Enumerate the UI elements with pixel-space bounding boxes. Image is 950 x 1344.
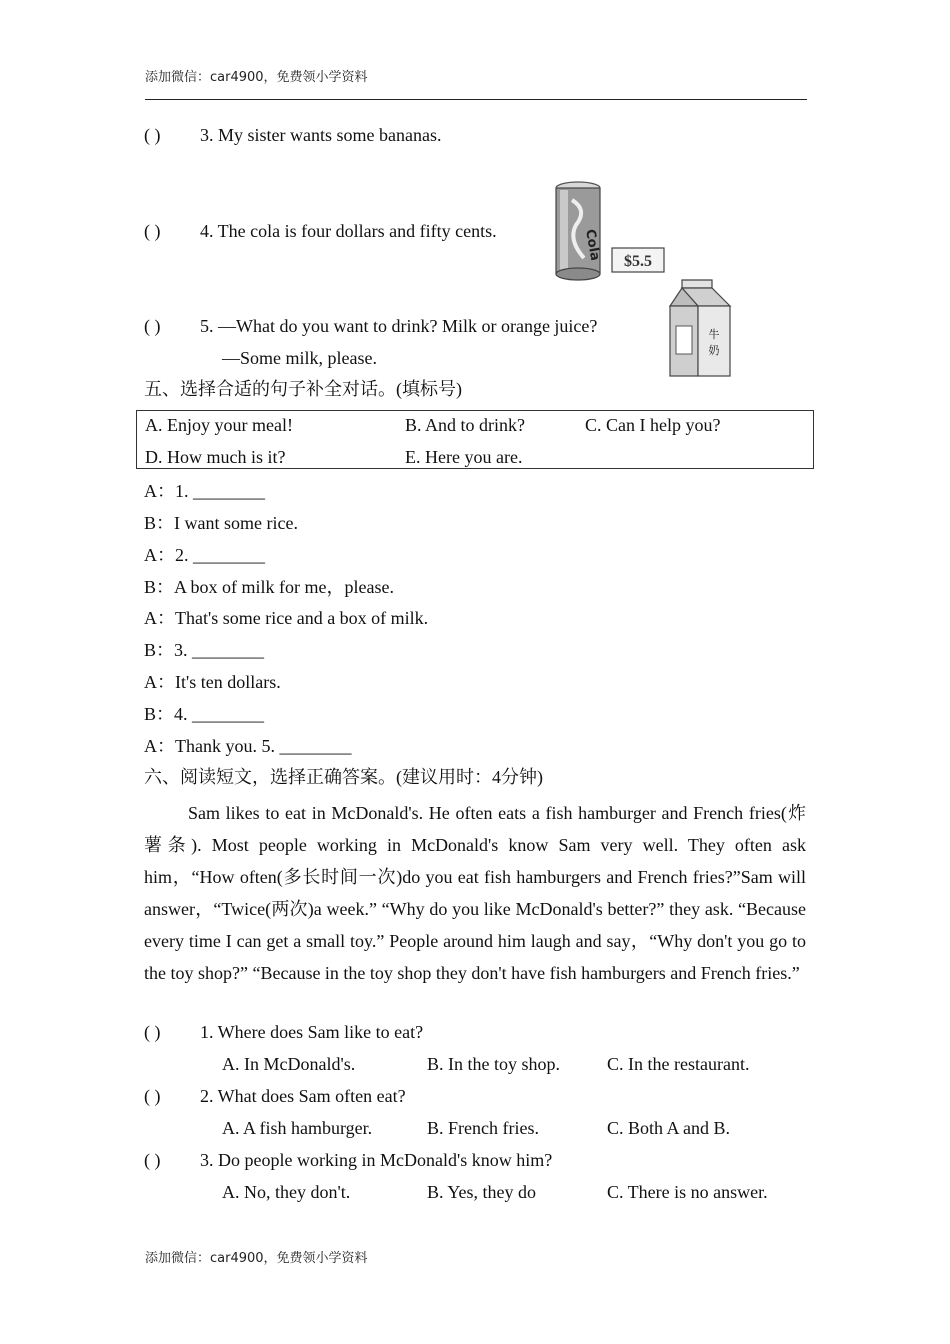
dialogue-line-8[interactable]: B：4. ________ <box>144 704 265 724</box>
q1-option-b[interactable]: B. In the toy shop. <box>427 1054 560 1074</box>
cola-label: Cola <box>582 228 603 262</box>
milk-carton-illustration <box>668 278 734 380</box>
item-5-blank[interactable]: ( ) <box>144 316 161 336</box>
dialogue-line-9[interactable]: A：Thank you. 5. ________ <box>144 736 352 756</box>
item-5-reply: —Some milk, please. <box>222 348 377 368</box>
q3-blank[interactable]: ( ) <box>144 1150 161 1170</box>
item-5-text: 5. —What do you want to drink? Milk or orange juice? <box>200 316 598 336</box>
page-header: 添加微信：car4900，免费领小学资料 <box>145 70 368 85</box>
cola-can-illustration <box>548 180 670 284</box>
q1-blank[interactable]: ( ) <box>144 1022 161 1042</box>
q2-blank[interactable]: ( ) <box>144 1086 161 1106</box>
item-3-text: 3. My sister wants some bananas. <box>200 125 442 145</box>
item-4-blank[interactable]: ( ) <box>144 221 161 241</box>
dialogue-line-1[interactable]: A：1. ________ <box>144 481 265 501</box>
q1-option-a[interactable]: A. In McDonald's. <box>222 1054 356 1074</box>
dialogue-line-6[interactable]: B：3. ________ <box>144 640 265 660</box>
reading-passage: Sam likes to eat in McDonald's. He often eats a fish hamburger and French fries(炸薯条). Most people working in McDonald's know Sam very well. They often ask him，“How often(多长时间一次)do you eat fish hamburgers and French fries?”Sam will answer，“Twice(两次)a week.” “Why do you like McDonald's better?” they ask. “Because every time I can get a small toy.” People around him laugh and say，“Why don't you go to the toy shop?” “Because in the toy shop they don't have fish hamburgers and French fries.” <box>144 803 806 983</box>
option-d: D. How much is it? <box>145 447 286 467</box>
header-rule <box>145 99 807 100</box>
options-box <box>136 410 814 469</box>
page-footer: 添加微信：car4900，免费领小学资料 <box>145 1251 368 1266</box>
q3-option-b[interactable]: B. Yes, they do <box>427 1182 537 1202</box>
q2-text: 2. What does Sam often eat? <box>200 1086 406 1106</box>
dialogue-line-2: B：I want some rice. <box>144 513 298 533</box>
q3-option-a[interactable]: A. No, they don't. <box>222 1182 351 1202</box>
q2-option-a[interactable]: A. A fish hamburger. <box>222 1118 373 1138</box>
q2-option-b[interactable]: B. French fries. <box>427 1118 539 1138</box>
section5-title: 五、选择合适的句子补全对话。(填标号) <box>144 379 462 399</box>
milk-label-1: 牛 <box>708 328 720 341</box>
q1-option-c[interactable]: C. In the restaurant. <box>607 1054 750 1074</box>
milk-label-2: 奶 <box>708 344 720 357</box>
dialogue-line-4: B：A box of milk for me，please. <box>144 577 394 597</box>
dialogue-line-7: A：It's ten dollars. <box>144 672 281 692</box>
q1-text: 1. Where does Sam like to eat? <box>200 1022 424 1042</box>
item-4-text: 4. The cola is four dollars and fifty cents. <box>200 221 497 241</box>
item-3-blank[interactable]: ( ) <box>144 125 161 145</box>
option-e: E. Here you are. <box>405 447 523 467</box>
option-a: A. Enjoy your meal! <box>145 415 293 435</box>
price-tag: $5.5 <box>624 253 652 270</box>
q3-option-c[interactable]: C. There is no answer. <box>607 1182 768 1202</box>
q2-option-c[interactable]: C. Both A and B. <box>607 1118 731 1138</box>
q3-text: 3. Do people working in McDonald's know him? <box>200 1150 553 1170</box>
section6-title: 六、阅读短文，选择正确答案。(建议用时：4分钟) <box>144 767 543 787</box>
option-c: C. Can I help you? <box>585 415 721 435</box>
option-b: B. And to drink? <box>405 415 525 435</box>
dialogue-line-5: A：That's some rice and a box of milk. <box>144 608 429 628</box>
dialogue-line-3[interactable]: A：2. ________ <box>144 545 265 565</box>
